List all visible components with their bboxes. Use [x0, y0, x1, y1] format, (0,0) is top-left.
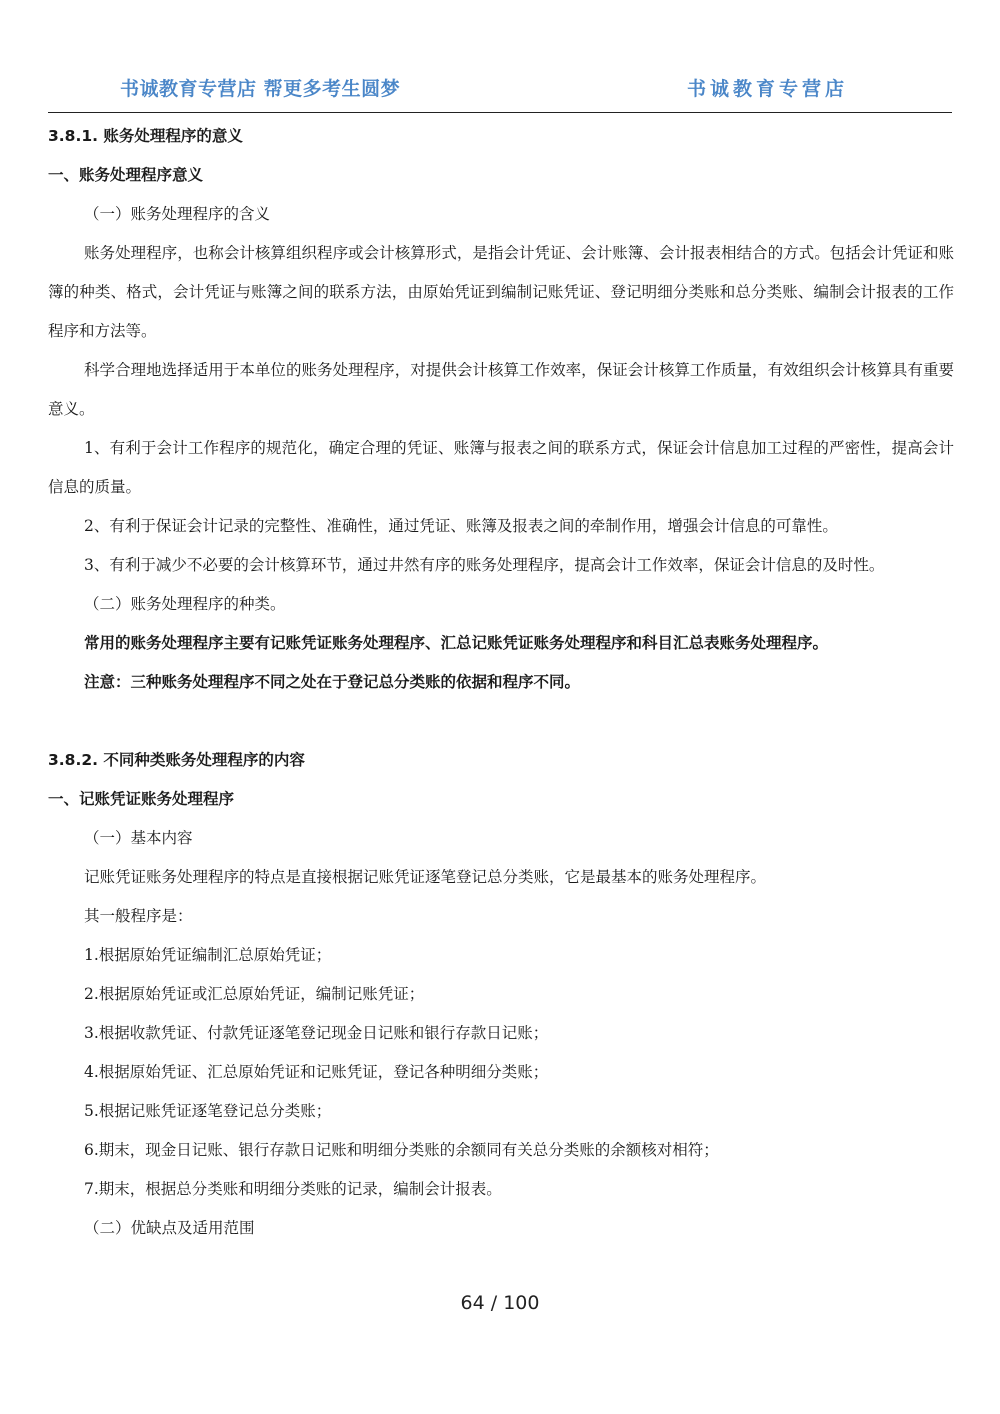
- paragraph: 账务处理程序，也称会计核算组织程序或会计核算形式，是指会计凭证、会计账簿、会计报表相结合的方式。包括会计凭证和账簿的种类、格式，会计凭证与账簿之间的联系方法，由原始凭证到编制记账凭证、登记明细分类账和总分类账、编制会计报表的工作程序和方法等。: [48, 244, 954, 340]
- page-header: [48, 70, 952, 113]
- procedure-step: 7.期末，根据总分类账和明细分类账的记录，编制会计报表。: [84, 1180, 502, 1198]
- section-heading: 3.8.1. 账务处理程序的意义: [48, 127, 243, 145]
- procedure-step: 6.期末，现金日记账、银行存款日记账和明细分类账的余额同有关总分类账的余额核对相符；: [84, 1141, 719, 1159]
- spacer: [48, 702, 954, 741]
- section-subheading: 一、账务处理程序意义: [48, 166, 204, 184]
- paragraph: 1、有利于会计工作程序的规范化，确定合理的凭证、账簿与报表之间的联系方式，保证会计信息加工过程的严密性，提高会计信息的质量。: [48, 439, 954, 496]
- part-title: （二）优缺点及适用范围: [84, 1219, 255, 1237]
- procedure-step: 5.根据记账凭证逐笔登记总分类账；: [84, 1102, 332, 1120]
- part-title: （一）账务处理程序的含义: [84, 205, 271, 223]
- section-subheading: 一、记账凭证账务处理程序: [48, 790, 235, 808]
- paragraph: 3、有利于减少不必要的会计核算环节，通过井然有序的账务处理程序，提高会计工作效率，保证会计信息的及时性。: [84, 556, 885, 574]
- bold-note: 常用的账务处理程序主要有记账凭证账务处理程序、汇总记账凭证账务处理程序和科目汇总表账务处理程序。: [84, 634, 829, 652]
- page-content: [48, 117, 954, 1248]
- procedure-step: 1.根据原始凭证编制汇总原始凭证；: [84, 946, 332, 964]
- part-title: （一）基本内容: [84, 829, 193, 847]
- procedure-step: 2.根据原始凭证或汇总原始凭证，编制记账凭证；: [84, 985, 425, 1003]
- procedure-step: 3.根据收款凭证、付款凭证逐笔登记现金日记账和银行存款日记账；: [84, 1024, 549, 1042]
- part-title: （二）账务处理程序的种类。: [84, 595, 286, 613]
- procedure-step: 4.根据原始凭证、汇总原始凭证和记账凭证，登记各种明细分类账；: [84, 1063, 549, 1081]
- paragraph: 2、有利于保证会计记录的完整性、准确性，通过凭证、账簿及报表之间的牵制作用，增强会计信息的可靠性。: [84, 517, 838, 535]
- paragraph: 科学合理地选择适用于本单位的账务处理程序，对提供会计核算工作效率，保证会计核算工作质量，有效组织会计核算具有重要意义。: [48, 361, 954, 418]
- paragraph: 其一般程序是：: [84, 907, 193, 925]
- paragraph: 记账凭证账务处理程序的特点是直接根据记账凭证逐笔登记总分类账，它是最基本的账务处理程序。: [84, 868, 767, 886]
- bold-note: 注意：三种账务处理程序不同之处在于登记总分类账的依据和程序不同。: [84, 673, 581, 691]
- header-store-slogan: 书诚教育专营店 帮更多考生圆梦: [120, 78, 401, 100]
- header-store-name: 书诚教育专营店: [686, 78, 848, 100]
- section-heading: 3.8.2. 不同种类账务处理程序的内容: [48, 751, 305, 769]
- page-number: 64 / 100: [460, 1292, 540, 1314]
